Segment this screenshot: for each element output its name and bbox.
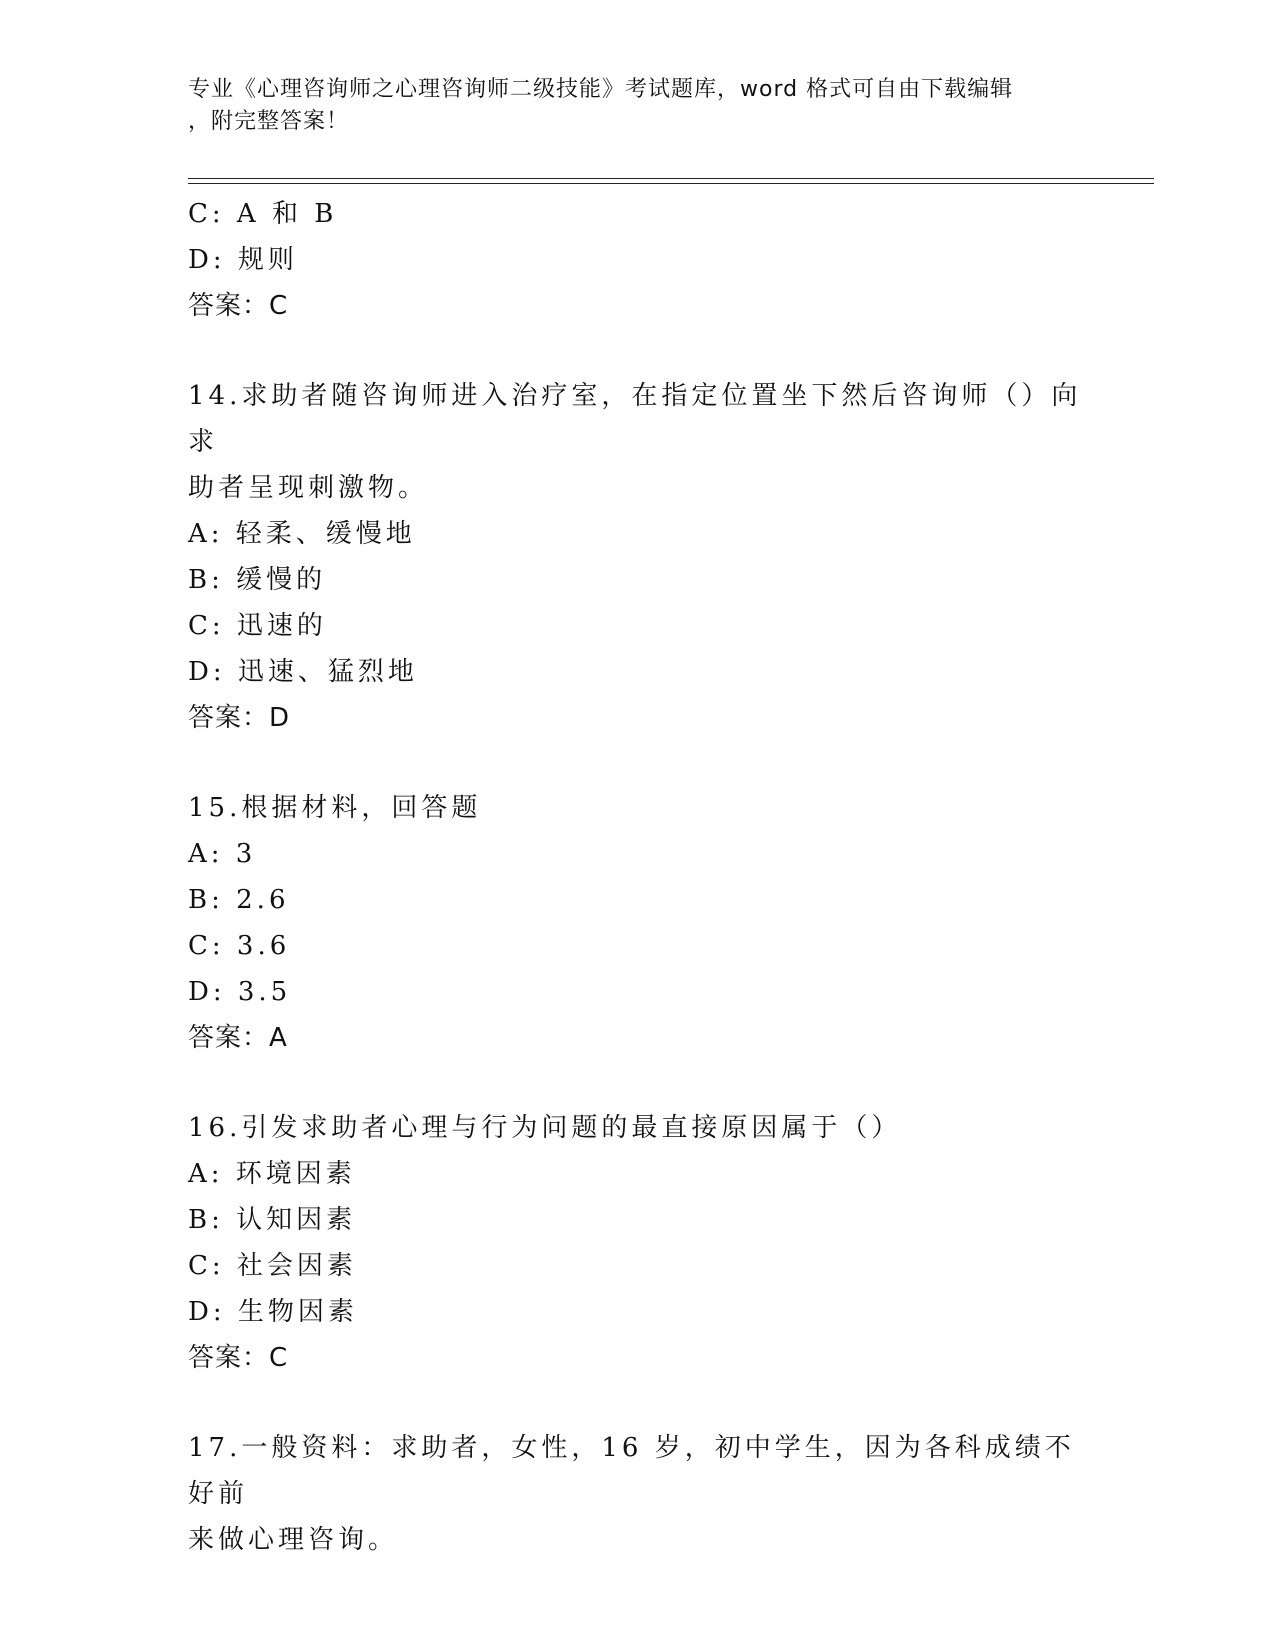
question-stem-line: 14.求助者随咨询师进入治疗室，在指定位置坐下然后咨询师（）向求 <box>188 381 1082 457</box>
option-a: A: 轻柔、缓慢地 <box>188 519 416 549</box>
question-14 <box>188 373 1088 741</box>
question-stem-line: 15.根据材料，回答题 <box>188 793 482 823</box>
option-d: D: 3.5 <box>188 977 292 1007</box>
question-stem-line: 助者呈现刺激物。 <box>188 473 429 503</box>
question-16 <box>188 1105 1088 1381</box>
header-divider-top <box>188 178 1154 179</box>
option-b: B: 2.6 <box>188 885 290 915</box>
question-13-partial <box>188 191 1088 329</box>
option-a: A: 环境因素 <box>188 1159 356 1189</box>
answer: 答案：C <box>188 1343 289 1373</box>
question-stem-line: 来做心理咨询。 <box>188 1525 399 1555</box>
answer: 答案：D <box>188 703 291 733</box>
option-b: B: 认知因素 <box>188 1205 357 1235</box>
question-stem <box>188 1425 1088 1563</box>
question-stem <box>188 373 1088 511</box>
header-divider-bottom <box>188 183 1154 184</box>
question-17 <box>188 1425 1088 1563</box>
option-d: D: 迅速、猛烈地 <box>188 657 418 687</box>
document-header <box>188 74 1088 138</box>
option-c: C: 迅速的 <box>188 611 327 641</box>
question-list <box>188 191 1088 1563</box>
question-stem-line: 16.引发求助者心理与行为问题的最直接原因属于（） <box>188 1113 902 1143</box>
question-15 <box>188 785 1088 1061</box>
header-line-2: ，附完整答案！ <box>188 109 350 134</box>
question-stem <box>188 785 1088 831</box>
option-d: D: 规则 <box>188 245 298 275</box>
answer: 答案：C <box>188 291 289 321</box>
answer: 答案：A <box>188 1023 288 1053</box>
option-c: C: 3.6 <box>188 931 291 961</box>
question-stem-line: 17.一般资料：求助者，女性，16 岁，初中学生，因为各科成绩不好前 <box>188 1433 1075 1509</box>
header-line-1: 专业《心理咨询师之心理咨询师二级技能》考试题库，word 格式可自由下载编辑 <box>188 77 1014 102</box>
option-a: A: 3 <box>188 839 257 869</box>
option-b: B: 缓慢的 <box>188 565 327 595</box>
question-stem <box>188 1105 1088 1151</box>
option-c: C: A 和 B <box>188 199 338 229</box>
option-d: D: 生物因素 <box>188 1297 358 1327</box>
option-c: C: 社会因素 <box>188 1251 357 1281</box>
